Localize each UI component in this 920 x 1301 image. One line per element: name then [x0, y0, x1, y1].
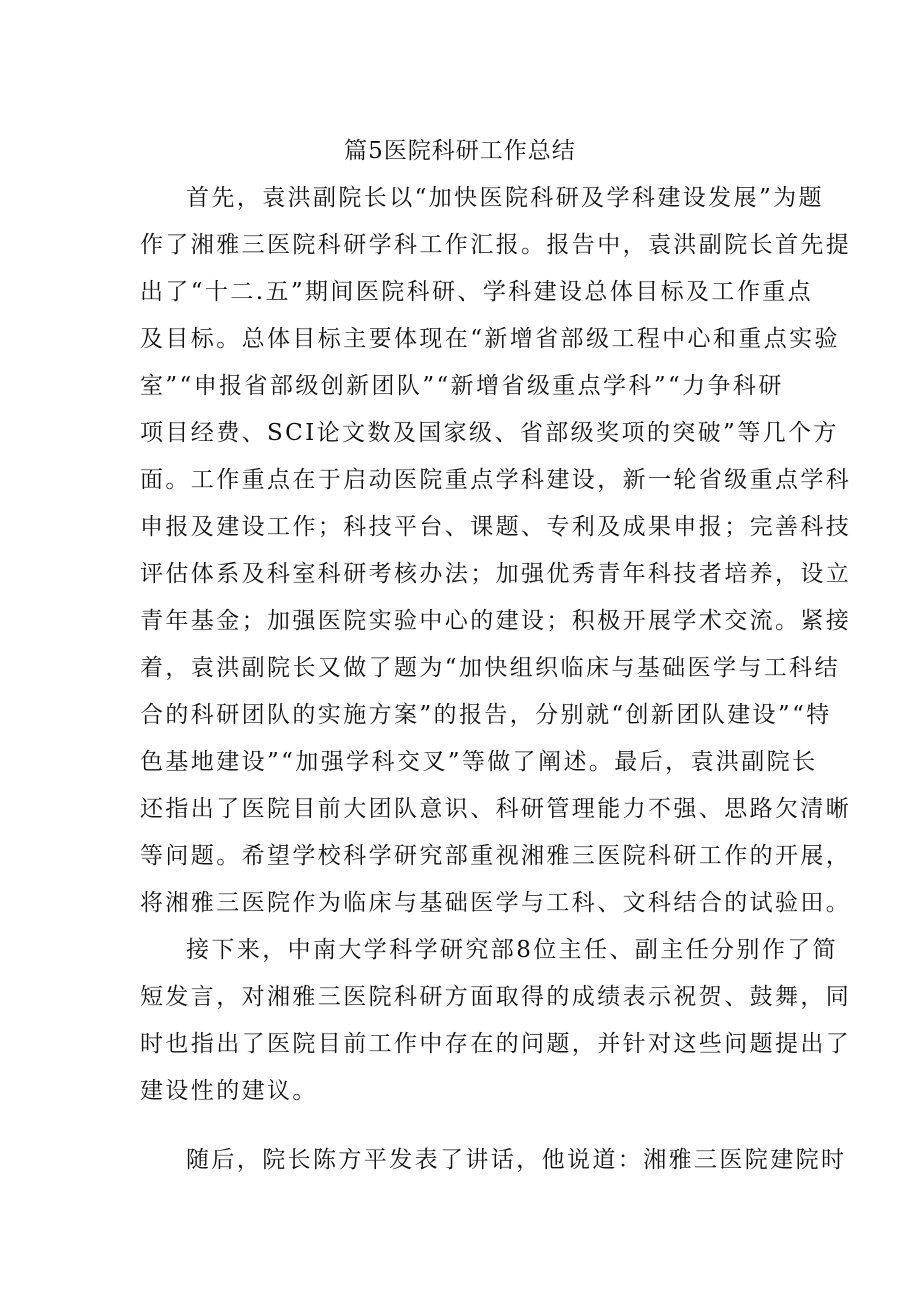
paragraph-3-line-1: 随后，院长陈方平发表了讲话，他说道：湘雅三医院建院时 [186, 1147, 847, 1173]
paragraph-1-line-12: 合的科研团队的实施方案”的报告，分别就“创新团队建设”“特 [140, 702, 832, 728]
paragraph-2-line-2: 短发言，对湘雅三医院科研方面取得的成绩表示祝贺、鼓舞，同 [140, 984, 852, 1010]
paragraph-1-line-14: 还指出了医院目前大团队意识、科研管理能力不强、思路欠清晰 [140, 796, 852, 822]
paragraph-1-line-16: 将湘雅三医院作为临床与基础医学与工科、文科结合的试验田。 [140, 890, 852, 916]
paragraph-1-line-9: 评估体系及科室科研考核办法；加强优秀青年科技者培养，设立 [140, 561, 852, 587]
document-title: 篇5医院科研工作总结 [344, 138, 576, 164]
paragraph-2-line-3: 时也指出了医院目前工作中存在的问题，并针对这些问题提出了 [140, 1031, 852, 1057]
paragraph-1-line-11: 着，袁洪副院长又做了题为“加快组织临床与基础医学与工科结 [140, 655, 840, 681]
paragraph-1-line-15: 等问题。希望学校科学研究部重视湘雅三医院科研工作的开展， [140, 843, 852, 869]
paragraph-1-line-13: 色基地建设”“加强学科交叉”等做了阐述。最后，袁洪副院长 [140, 749, 818, 775]
paragraph-1-line-3: 出了“十二.五”期间医院科研、学科建设总体目标及工作重点 [140, 279, 814, 305]
paragraph-1-line-10: 青年基金；加强医院实验中心的建设；积极开展学术交流。紧接 [140, 608, 852, 634]
paragraph-1-line-2: 作了湘雅三医院科研学科工作汇报。报告中，袁洪副院长首先提 [140, 232, 852, 258]
paragraph-1-line-1: 首先，袁洪副院长以“加快医院科研及学科建设发展”为题 [186, 185, 824, 211]
paragraph-1-line-4: 及目标。总体目标主要体现在“新增省部级工程中心和重点实验 [140, 326, 840, 352]
paragraph-2-line-1: 接下来，中南大学科学研究部8位主任、副主任分别作了简 [186, 937, 839, 963]
paragraph-2-line-4: 建设性的建议。 [140, 1078, 318, 1104]
paragraph-1-line-8: 申报及建设工作；科技平台、课题、专利及成果申报；完善科技 [140, 514, 852, 540]
paragraph-1-line-5: 室”“申报省部级创新团队”“新增省级重点学科”“力争科研 [140, 373, 784, 399]
paragraph-1-line-7: 面。工作重点在于启动医院重点学科建设，新一轮省级重点学科 [140, 467, 852, 493]
paragraph-1-line-6: 项目经费、SCI论文数及国家级、省部级奖项的突破”等几个方 [140, 420, 839, 446]
